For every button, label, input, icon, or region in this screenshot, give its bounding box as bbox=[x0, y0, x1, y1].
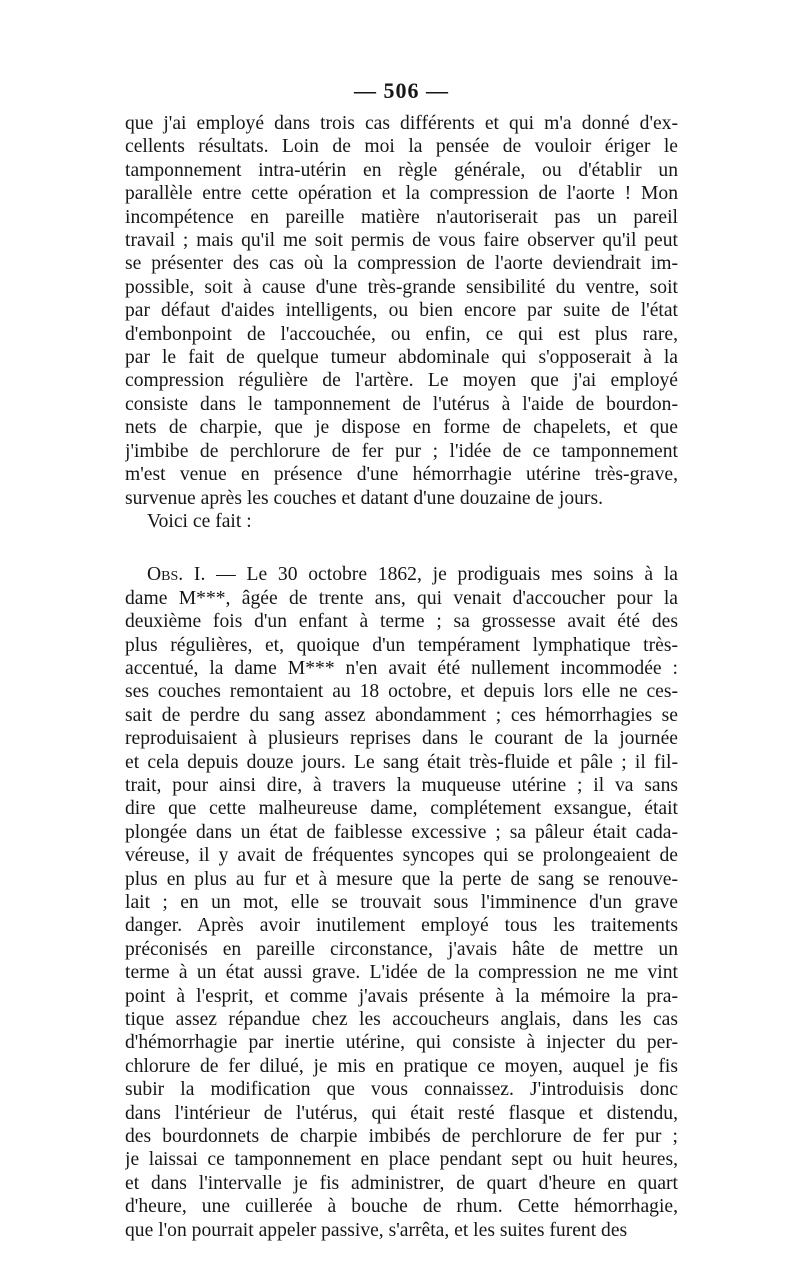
observation-first-line-text: — Le 30 octobre 1862, je prodiguais mes soins à la bbox=[205, 564, 678, 586]
section-gap bbox=[125, 533, 678, 563]
text-line: lait ; en un mot, elle se trouvait sous l'imminence d'un grave bbox=[125, 892, 678, 913]
text-line: survenue après les couches et datant d'une douzaine de jours. bbox=[125, 487, 603, 509]
text-line: point à l'esprit, et comme j'avais présente à la mémoire la pra- bbox=[125, 985, 678, 1007]
text-line: tique assez répandue chez les accoucheurs anglais, dans les cas bbox=[125, 1009, 678, 1031]
paragraph-intro bbox=[125, 112, 678, 510]
text-line: préconisés en pareille circonstance, j'avais hâte de mettre un bbox=[125, 938, 678, 960]
text-line: sait de perdre du sang assez abondamment ; ces hémorrhagies se bbox=[125, 704, 678, 726]
book-page bbox=[125, 78, 678, 1242]
observation-first-line bbox=[125, 563, 678, 586]
text-line: ses couches remontaient au 18 octobre, et depuis lors elle ne ces- bbox=[125, 681, 678, 703]
text-line: dame M***, âgée de trente ans, qui venait d'accoucher pour la bbox=[125, 587, 678, 609]
text-line: se présenter des cas où la compression de l'aorte deviendrait im- bbox=[125, 253, 678, 275]
text-line: plongée dans un état de faiblesse excessive ; sa pâleur était cada- bbox=[125, 821, 678, 843]
text-line: m'est venue en présence d'une hémorrhagie utérine très-grave, bbox=[125, 464, 678, 486]
text-line: nets de charpie, que je dispose en forme de chapelets, et que bbox=[125, 417, 678, 439]
text-line: j'imbibe de perchlorure de fer pur ; l'idée de ce tamponnement bbox=[125, 440, 678, 462]
text-line: par le fait de quelque tumeur abdominale qui s'opposerait à la bbox=[125, 347, 678, 369]
text-line: je laissai ce tamponnement en place pendant sept ou huit heures, bbox=[125, 1149, 678, 1171]
text-line: consiste dans le tamponnement de l'utérus à l'aide de bourdon- bbox=[125, 393, 678, 415]
text-line: tamponnement intra-utérin en règle générale, ou d'établir un bbox=[125, 159, 678, 181]
paragraph-observation bbox=[125, 563, 678, 1242]
text-line: plus régulières, et, quoique d'un tempérament lymphatique très- bbox=[125, 634, 678, 656]
text-line: trait, pour ainsi dire, à travers la muqueuse utérine ; il va sans bbox=[125, 774, 678, 796]
text-line: plus en plus au fur et à mesure que la perte de sang se renouve- bbox=[125, 868, 678, 890]
text-line: par défaut d'aides intelligents, ou bien encore par suite de l'état bbox=[125, 300, 678, 322]
text-line: d'embonpoint de l'accouchée, ou enfin, ce qui est plus rare, bbox=[125, 323, 678, 345]
text-line: compression régulière de l'artère. Le moyen que j'ai employé bbox=[125, 370, 678, 392]
text-line: subir la modification que vous connaissez. J'introduisis donc bbox=[125, 1079, 678, 1101]
text-line: accentué, la dame M*** n'en avait été nullement incommodée : bbox=[125, 657, 678, 679]
text-line: terme à un état aussi grave. L'idée de la compression ne me vint bbox=[125, 962, 678, 984]
text-line: possible, soit à cause d'une très-grande sensibilité du ventre, soit bbox=[125, 276, 678, 298]
text-line: dire que cette malheureuse dame, complétement exsangue, était bbox=[125, 798, 678, 820]
text-line: d'heure, une cuillerée à bouche de rhum. Cette hémorrhagie, bbox=[125, 1196, 678, 1218]
observation-label: Obs. I. bbox=[147, 564, 206, 586]
text-line: danger. Après avoir inutilement employé tous les traitements bbox=[125, 915, 678, 937]
text-line: que l'on pourrait appeler passive, s'arrêta, et les suites furent des bbox=[125, 1219, 628, 1241]
text-line: et cela depuis douze jours. Le sang était très-fluide et pâle ; il fil- bbox=[125, 751, 678, 773]
text-line: cellents résultats. Loin de moi la pensée de vouloir ériger le bbox=[125, 136, 678, 158]
text-line: dans l'intérieur de l'utérus, qui était resté flasque et distendu, bbox=[125, 1102, 678, 1124]
text-line: et dans l'intervalle je fis administrer, de quart d'heure en quart bbox=[125, 1172, 678, 1194]
text-line: parallèle entre cette opération et la compression de l'aorte ! Mon bbox=[125, 183, 678, 205]
voici-line: Voici ce fait : bbox=[147, 510, 252, 532]
text-line: chlorure de fer dilué, je mis en pratique ce moyen, auquel je fis bbox=[125, 1055, 678, 1077]
text-line: des bourdonnets de charpie imbibés de perchlorure de fer pur ; bbox=[125, 1126, 678, 1148]
text-line: d'hémorrhagie par inertie utérine, qui consiste à injecter du per- bbox=[125, 1032, 678, 1054]
text-line: deuxième fois d'un enfant à terme ; sa grossesse avait été des bbox=[125, 611, 678, 633]
text-line: reproduisaient à plusieurs reprises dans le courant de la journée bbox=[125, 728, 678, 750]
text-line: travail ; mais qu'il me soit permis de vous faire observer qu'il peut bbox=[125, 230, 678, 252]
page-number: — 506 — bbox=[354, 78, 449, 103]
text-line: véreuse, il y avait de fréquentes syncopes qui se prolongeaient de bbox=[125, 845, 678, 867]
text-line: que j'ai employé dans trois cas différents et qui m'a donné d'ex- bbox=[125, 113, 678, 134]
text-line: incompétence en pareille matière n'autoriserait pas un pareil bbox=[125, 206, 678, 228]
